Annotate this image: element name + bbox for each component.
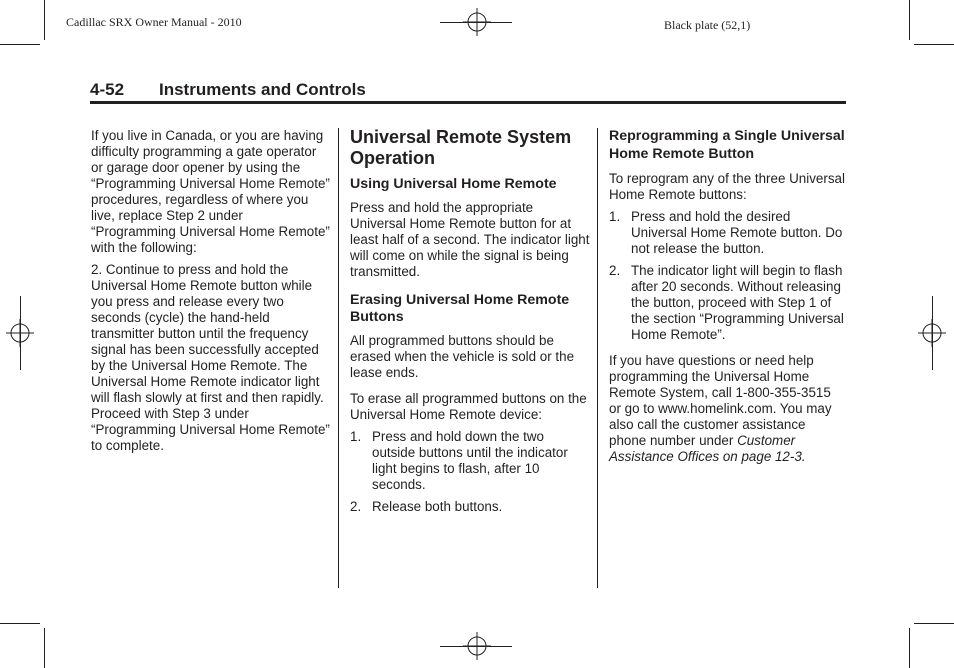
erasing-paragraph-1: All programmed buttons should be erased when the vehicle is sold or the lease ends. bbox=[350, 332, 575, 380]
column-divider-1 bbox=[338, 128, 339, 588]
canada-paragraph: If you live in Canada, or you are having difficulty programming a gate operator or garage door opener by using the “Programming Universal Home Remote” procedures, regardless of where you live, replace Step 2 under “Programming Universal Home Remote” with the following: bbox=[91, 128, 330, 255]
plate-label: Black plate (52,1) bbox=[664, 18, 751, 32]
contact-end: . bbox=[801, 449, 806, 464]
step-number: 1. bbox=[609, 209, 621, 224]
step-2-alternate-paragraph: 2. Continue to press and hold the Universal Home Remote button while you press and release every two seconds (cycle) the hand-held transmitter button until the frequency signal has been successfully accepted by the Universal Home Remote. The Universal Home Remote indicator light will flash slowly at first and then rapidly. Proceed with Step 3 under “Programming Universal Home Remote” to complete. bbox=[91, 262, 330, 453]
erase-step-2 bbox=[350, 499, 590, 515]
step-number: 2. bbox=[609, 263, 621, 278]
customer-assistance-link[interactable]: Customer Assistance Offices on page 12-3 bbox=[609, 433, 802, 464]
header-rule bbox=[90, 101, 846, 104]
crop-mark-top-left-vertical bbox=[44, 0, 45, 40]
column-2 bbox=[350, 127, 590, 521]
crop-mark-bottom-left-vertical bbox=[44, 628, 45, 668]
crop-mark-bottom-right-horizontal bbox=[914, 623, 954, 624]
contact-paragraph bbox=[609, 353, 845, 465]
crop-mark-top-right-vertical bbox=[909, 0, 910, 40]
step-text: Release both buttons. bbox=[372, 498, 503, 514]
using-heading: Using Universal Home Remote bbox=[350, 176, 557, 192]
contact-text: If you have questions or need help programming the Universal Home Remote System, call 1-800-355-3515 or go to www.homelink.com. You may also call the customer assistance phone number under bbox=[609, 353, 832, 448]
registration-line-top bbox=[440, 22, 512, 23]
crop-mark-bottom-right-vertical bbox=[909, 628, 910, 668]
step-text: The indicator light will begin to flash after 20 seconds. Without releasing the button, proceed with Step 1 of the section “Programming Universal Home Remote”. bbox=[631, 263, 844, 342]
erase-step-1 bbox=[350, 429, 590, 493]
column-3 bbox=[609, 128, 845, 471]
column-divider-2 bbox=[597, 128, 598, 588]
reprogramming-heading: Reprogramming a Single Universal Home Remote Button bbox=[609, 128, 845, 162]
section-heading: Universal Remote System Operation bbox=[350, 127, 572, 168]
erasing-heading: Erasing Universal Home Remote Buttons bbox=[350, 291, 570, 325]
registration-line-left bbox=[20, 296, 21, 370]
manual-title-label: Cadillac SRX Owner Manual - 2010 bbox=[66, 15, 242, 29]
page-number: 4-52 bbox=[90, 80, 125, 99]
erasing-paragraph-2: To erase all programmed buttons on the Universal Home Remote device: bbox=[350, 390, 587, 422]
using-paragraph: Press and hold the appropriate Universal Home Remote button for at least half of a second. The indicator light will come on while the signal is being transmitted. bbox=[350, 199, 590, 279]
reprogram-step-2 bbox=[609, 263, 845, 343]
step-number: 1. bbox=[350, 428, 362, 444]
step-text: Press and hold down the two outside buttons until the indicator light begins to flash, after 10 seconds. bbox=[372, 428, 568, 492]
crop-mark-top-left-horizontal bbox=[0, 44, 40, 45]
reprogram-step-1 bbox=[609, 209, 845, 257]
step-number: 2. bbox=[350, 498, 362, 514]
section-title: Instruments and Controls bbox=[159, 80, 366, 99]
registration-line-right bbox=[932, 296, 933, 370]
registration-line-bottom bbox=[440, 646, 512, 647]
step-text: Press and hold the desired Universal Home Remote button. Do not release the button. bbox=[631, 209, 843, 256]
column-1 bbox=[91, 128, 331, 460]
reprogramming-intro: To reprogram any of the three Universal Home Remote buttons: bbox=[609, 171, 845, 202]
crop-mark-bottom-left-horizontal bbox=[0, 623, 40, 624]
crop-mark-top-right-horizontal bbox=[914, 44, 954, 45]
